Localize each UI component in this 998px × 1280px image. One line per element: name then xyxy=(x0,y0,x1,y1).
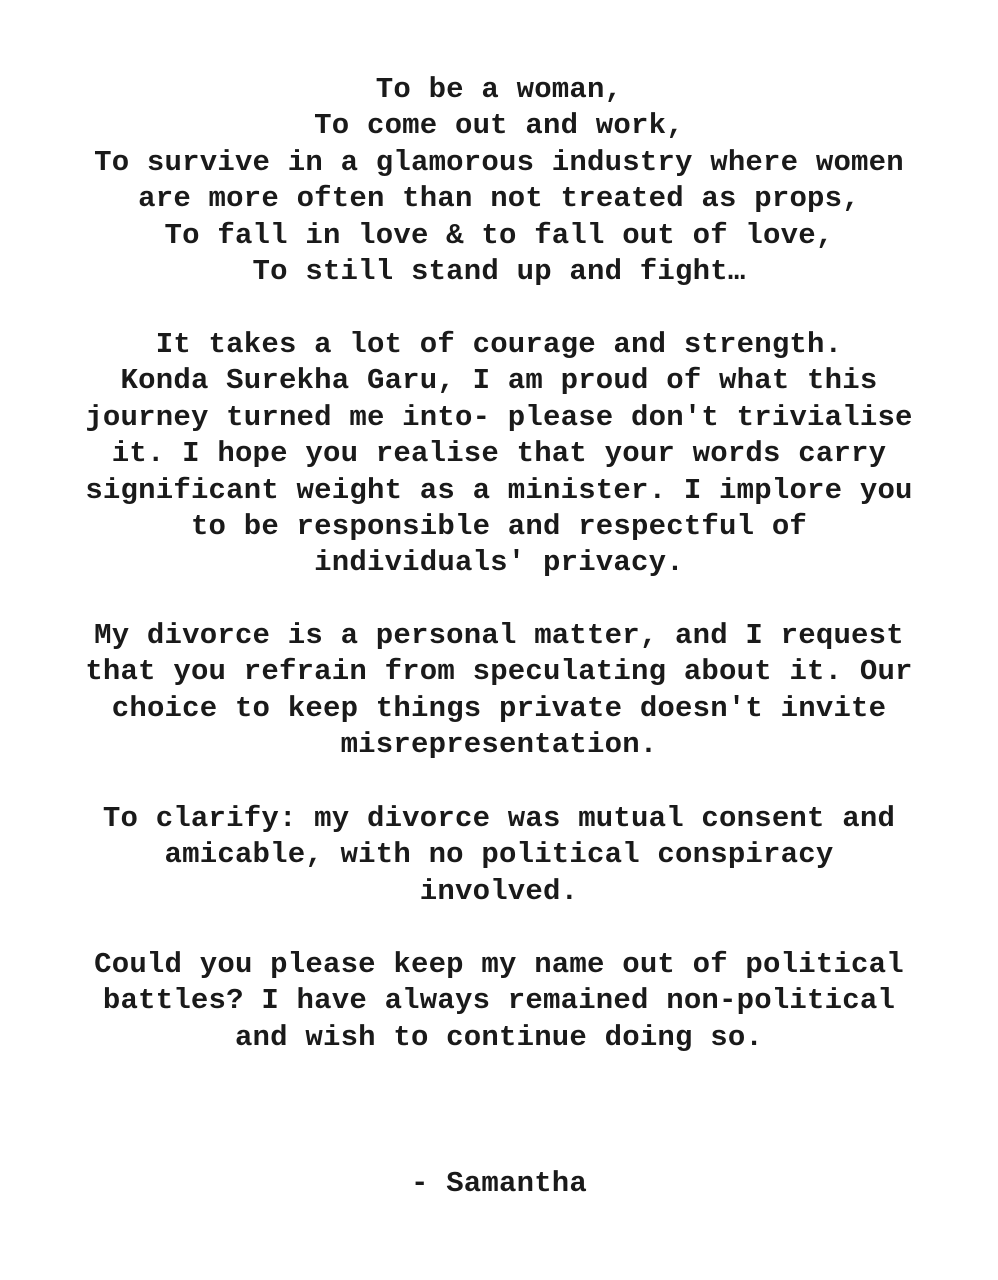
text-line: To fall in love & to fall out of love, xyxy=(164,218,834,252)
text-line: that you refrain from speculating about it. Our xyxy=(85,655,913,689)
text-line: To survive in a glamorous industry where women xyxy=(94,145,904,179)
signature-text: - Samantha xyxy=(410,1167,588,1200)
text-line: My divorce is a personal matter, and I request xyxy=(94,619,904,652)
paragraph-courage xyxy=(0,327,998,582)
paragraph-request xyxy=(0,947,998,1056)
text-line: Could you please keep my name out of political xyxy=(94,948,904,981)
signature xyxy=(0,1166,998,1202)
text-line: choice to keep things private doesn't invite xyxy=(111,691,887,725)
text-line: To come out and work, xyxy=(314,109,684,143)
text-line: amicable, with no political conspiracy xyxy=(164,838,834,872)
paragraph-clarification xyxy=(0,801,998,910)
text-line: individuals' privacy. xyxy=(314,546,684,580)
text-line: battles? I have always remained non-political xyxy=(102,984,896,1018)
text-line: to be responsible and respectful of xyxy=(190,510,808,544)
text-line: journey turned me into- please don't trivialise xyxy=(85,400,913,434)
text-line: It takes a lot of courage and strength. xyxy=(155,328,843,361)
text-line: involved. xyxy=(419,874,579,908)
text-line: misrepresentation. xyxy=(340,728,658,762)
text-line: To still stand up and fight… xyxy=(252,255,746,289)
text-line: To clarify: my divorce was mutual consent and xyxy=(102,802,896,835)
text-line: it. I hope you realise that your words carry xyxy=(111,437,887,471)
paragraph-divorce-private xyxy=(0,618,998,764)
text-line: To be a woman, xyxy=(375,73,623,106)
stanza-opening-poem xyxy=(0,72,998,290)
text-line: significant weight as a minister. I implore you xyxy=(85,473,913,507)
text-line: and wish to continue doing so. xyxy=(234,1020,764,1054)
text-line: Konda Surekha Garu, I am proud of what this xyxy=(120,364,878,398)
text-line: are more often than not treated as props, xyxy=(138,182,860,216)
